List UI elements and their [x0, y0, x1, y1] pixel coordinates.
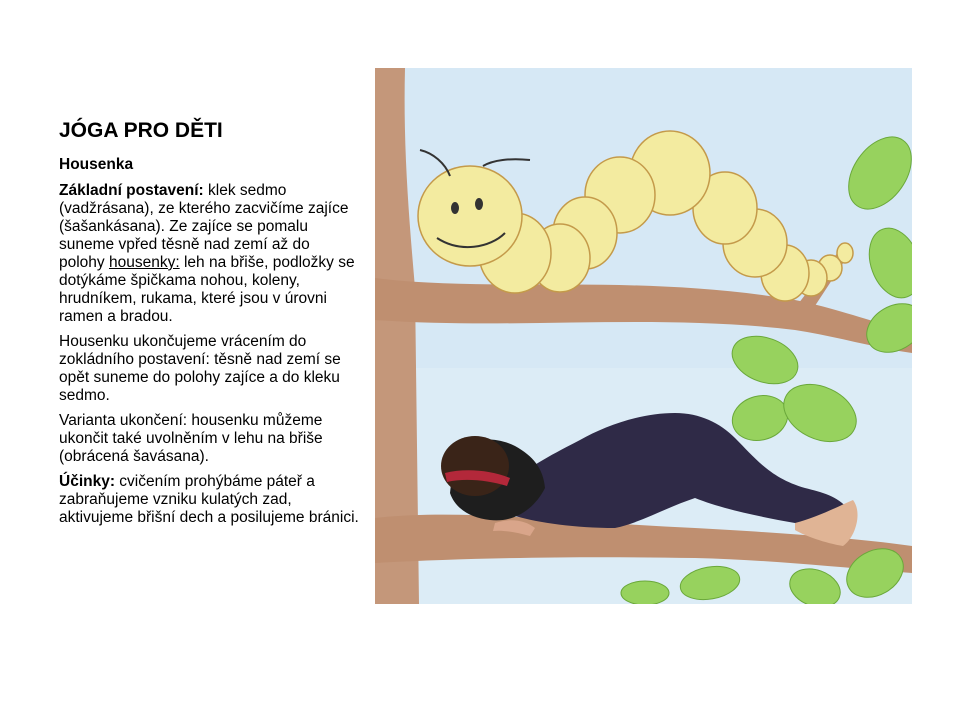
effects-label: Účinky: — [59, 473, 115, 490]
basic-position-label: Základní postavení: — [59, 182, 204, 199]
paragraph-effects — [59, 473, 359, 527]
caterpillar-pose-illustration — [375, 68, 912, 604]
illustration-svg — [375, 68, 912, 604]
page-title: JÓGA PRO DĚTI — [59, 119, 223, 142]
paragraph-variant: Varianta ukončení: housenku můžeme ukončit také uvolněním v lehu na břiše (obrácená šavásana). — [59, 412, 323, 465]
effects-text: cvičením prohýbáme páteř a zabraňujeme vzniku kulatých zad, aktivujeme břišní dech a posilujeme bránici. — [59, 473, 359, 526]
paragraph-ending: Housenku ukončujeme vrácením do zokládního postavení: těsně nad zemí se opět suneme do polohy zajíce a do kleku sedmo. — [59, 333, 341, 404]
section-subtitle: Housenka — [59, 156, 134, 173]
paragraph-basic-position — [59, 182, 359, 326]
caterpillar-term: housenky: — [108, 254, 180, 271]
basic-position-text-b: leh na břiše, podložky se dotýkáme špičkama nohou, koleny, hrudníkem, rukama, které jsou v úrovni ramen a bradou. — [59, 254, 355, 325]
basic-position-text-a: klek sedmo (vadžrásana), ze kterého zacvičíme zajíce (šašankásana). Ze zajíce se pomalu suneme vpřed těsně nad zemí až do polohy — [59, 182, 349, 271]
text-column — [59, 118, 359, 534]
